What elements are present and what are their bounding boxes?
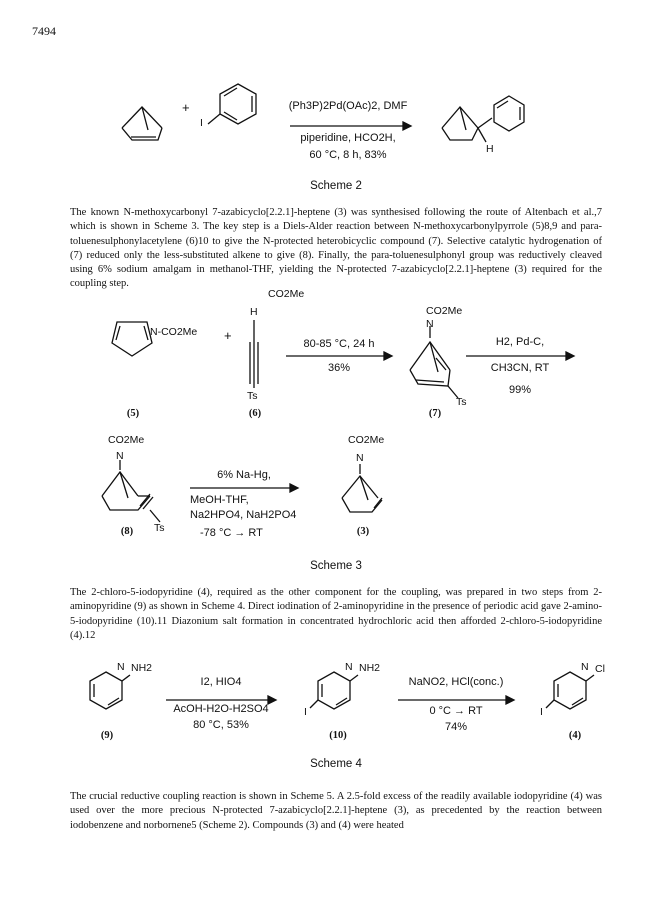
aminoiodopyridine-n: N [345,661,353,673]
scheme3-condition2-bottom: 99% [508,384,532,396]
label-compound-3: (3) [356,526,370,537]
paragraph-1: The known N-methoxycarbonyl 7-azabicyclo[2.2.1]-heptene (3) was synthesised following the route of Altenbach et al.,7 which is shown in Scheme 3. The key step is a Diels-Alder reaction between N-methoxycarbonylpyrrole (5)8,9 and para-toluenesulphonylacetylene (6)10 to give the N-protected heterobicyclic compound (7). Selective catalytic hydrogenation of (7) reduced only the less-substituted alkene to give (8). Finally, the para-toluenesulphonyl group was reductively cleaved using 6% sodium amalgam in methanol-THF, yielding the N-protected 7-azabicyclo[2.2.1]-heptene (3) required for the coupling step. [70,207,602,290]
scheme4-condition1-line3: 80 °C, 53% [193,719,249,731]
norbornene-structure [122,107,162,140]
aminoiodopyridine-nh2: NH2 [359,662,381,674]
scheme2-h-label: H [486,143,494,155]
compound7-ts: Ts [456,396,467,408]
scheme4-caption: Scheme 4 [310,758,362,770]
scheme2-condition-line2: piperidine, HCO2H, [300,132,396,144]
label-compound-5: (5) [126,408,140,419]
pyrrole-structure [112,322,152,356]
scheme3-condition3-line2: MeOH-THF, [190,494,249,506]
scheme3-arrow-2 [466,352,574,360]
scheme3-plus: + [224,328,232,343]
alkyne-h: H [250,306,258,318]
scheme2-plus: + [182,100,190,115]
chloroiodopyridine-structure [546,672,594,709]
scheme3-condition1-bottom: 36% [327,362,351,374]
aminopyridine-nh2: NH2 [131,662,153,674]
scheme2-arrow [290,122,411,130]
chloroiodopyridine-cl: Cl [595,663,605,675]
compound7-n: N [426,318,434,330]
alkyne-structure [250,320,258,388]
compound3-co2me: CO2Me [348,434,385,446]
page-number: 7494 [32,24,56,38]
scheme3-condition3-line4: -78 °C → RT [200,527,263,539]
compound3-structure [342,464,382,512]
chloroiodopyridine-n: N [581,661,589,673]
aminoiodopyridine-structure [310,672,358,709]
compound8-ts: Ts [154,522,165,534]
compound7-co2me-label: CO2Me [426,305,463,317]
aminoiodopyridine-i: I [304,706,307,718]
scheme3-condition2-top: H2, Pd-C, [495,336,545,348]
scheme4-condition1-top: I2, HIO4 [200,676,242,688]
compound7-co2me: CO2Me [268,288,305,300]
iodobenzene-structure [208,84,256,124]
iodo-label: I [200,117,203,129]
label-compound-9: (9) [100,730,114,741]
scheme2-condition-line3: 60 °C, 8 h, 83% [309,149,387,161]
compound8-structure [102,460,160,522]
scheme3-condition2-mid: CH3CN, RT [490,362,550,374]
scheme4-condition2-line2: 0 °C → RT [429,705,483,717]
scheme3-arrow-3 [190,484,298,492]
paragraph-2: The 2-chloro-5-iodopyridine (4), required as the other component for the coupling, was prepared in two steps from 2-aminopyridine (9) as shown in Scheme 4. Direct iodination of 2-aminopyridine in the presence of periodic acid gave 2-amino-5-iodopyridine (10).11 Diazonium salt formation in concentrated hydrochloric acid then afforded 2-chloro-5-iodopyridine (4).12 [70,587,602,641]
phenylnorbornane-structure [442,96,524,142]
label-compound-8: (8) [120,526,134,537]
label-compound-7: (7) [428,408,442,419]
scheme2-caption: Scheme 2 [310,180,362,192]
scheme4-condition2-line3: 74% [444,721,468,733]
compound8-n: N [116,450,124,462]
label-compound-10: (10) [329,730,347,741]
label-compound-4: (4) [568,730,582,741]
scheme2-condition-top: (Ph3P)2Pd(OAc)2, DMF [288,100,408,112]
label-compound-6: (6) [248,408,262,419]
scheme4-condition2-top: NaNO2, HCl(conc.) [408,676,504,688]
compound8-co2me: CO2Me [108,434,145,446]
pyrrole-substituent: N-CO2Me [150,326,198,338]
chloroiodopyridine-i: I [540,706,543,718]
scheme3-condition3-top: 6% Na-Hg, [217,469,271,481]
scheme3-arrow-1 [286,352,392,360]
alkyne-ts: Ts [247,390,258,402]
aminopyridine-structure [90,672,130,709]
scheme3-condition1-top: 80-85 °C, 24 h [303,338,375,350]
compound7-structure [410,326,458,398]
scheme3-caption: Scheme 3 [310,560,362,572]
scheme4-condition1-line2: AcOH-H2O-H2SO4 [173,703,269,715]
compound3-n: N [356,452,364,464]
scheme4-arrow-2 [398,696,514,704]
scheme3-condition3-line3: Na2HPO4, NaH2PO4 [190,509,297,521]
aminopyridine-n: N [117,661,125,673]
paragraph-3: The crucial reductive coupling reaction is shown in Scheme 5. A 2.5-fold excess of the readily available iodopyridine (4) was used over the more precious N-protected 7-azabicyclo[2.2.1]-heptene (3), as precedented by the reaction between iodobenzene and norbornene5 (Scheme 2). Compounds (3) and (4) were heated [70,791,602,831]
